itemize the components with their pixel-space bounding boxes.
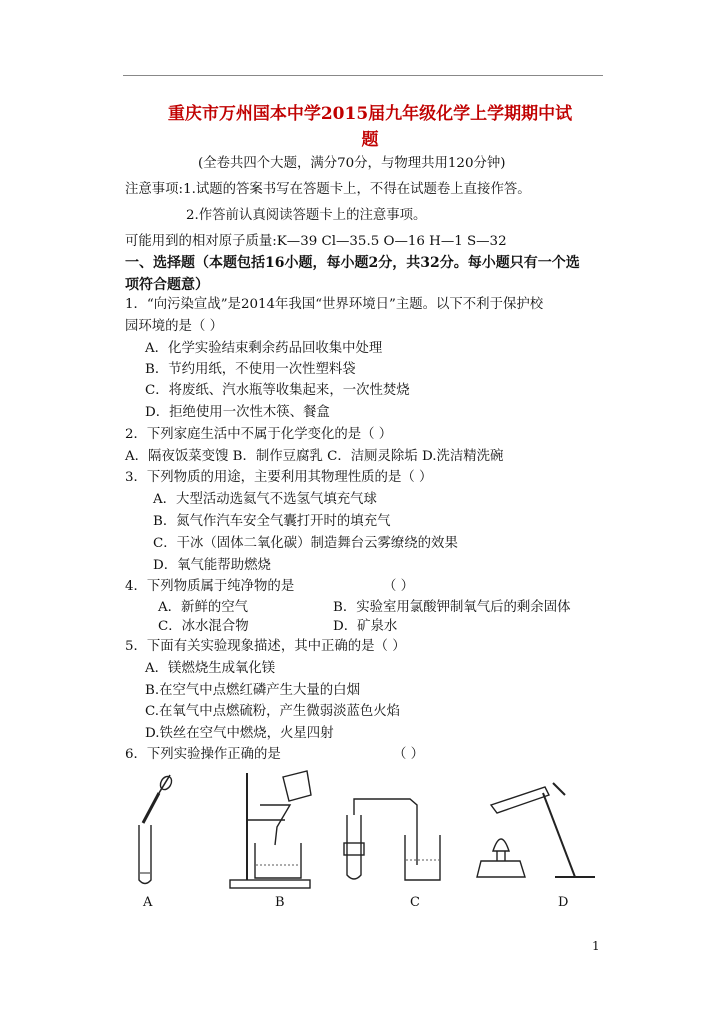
subtitle: (全卷共四个大题，满分70分，与物理共用120分钟) (198, 156, 506, 171)
figure-d-heating-tube-lamp (477, 783, 595, 877)
question-1-stem-line-2: 园环境的是（ ） (125, 319, 223, 334)
question-3-stem: 3．下列物质的用途，主要利用其物理性质的是（ ） (125, 470, 433, 485)
question-1-option-a: A．化学实验结束剩余药品回收集中处理 (145, 341, 383, 356)
figure-label-a: A (143, 895, 153, 910)
question-4-option-d: D．矿泉水 (333, 619, 398, 634)
question-5-stem: 5．下面有关实验现象描述，其中正确的是（ ） (125, 639, 406, 654)
figure-label-c: C (410, 895, 420, 910)
title-line-1: 重庆市万州国本中学2015届九年级化学上学期期中试 (167, 104, 573, 124)
question-6-answer-paren: （ ） (393, 747, 425, 762)
question-2-stem: 2．下列家庭生活中不属于化学变化的是（ ） (125, 427, 393, 442)
question-4-option-a: A．新鲜的空气 (158, 600, 249, 615)
question-3-option-b: B．氮气作汽车安全气囊打开时的填充气 (153, 514, 391, 529)
question-1-option-d: D．拒绝使用一次性木筷、餐盒 (145, 405, 330, 420)
question-5-option-b: B.在空气中点燃红磷产生大量的白烟 (145, 683, 360, 698)
question-4-stem: 4．下列物质属于纯净物的是 (125, 579, 295, 594)
title-line-2: 题 (361, 130, 379, 150)
question-5-option-c: C.在氧气中点燃硫粉，产生微弱淡蓝色火焰 (145, 704, 401, 719)
section-1-heading-line-2: 项符合题意） (125, 277, 209, 293)
question-1-option-b: B．节约用纸，不使用一次性塑料袋 (145, 362, 356, 377)
figure-c-gas-delivery-beaker (344, 799, 440, 880)
question-1-stem-line-1: 1．“向污染宣战”是2014年我国“世界环境日”主题。以下不利于保护校 (125, 297, 544, 312)
question-3-option-d: D．氧气能帮助燃烧 (153, 558, 271, 573)
question-5-option-d: D.铁丝在空气中燃烧，火星四射 (145, 726, 334, 741)
notice-1: 注意事项:1.试题的答案书写在答题卡上，不得在试题卷上直接作答。 (125, 182, 531, 197)
figure-a-dropper-test-tube (139, 774, 174, 883)
question-1-option-c: C．将废纸、汽水瓶等收集起来，一次性焚烧 (145, 383, 410, 398)
question-3-option-a: A．大型活动选氦气不选氢气填充气球 (153, 492, 377, 507)
atomic-mass-line: 可能用到的相对原子质量:K—39 Cl—35.5 O—16 H—1 S—32 (125, 234, 507, 249)
question-4-answer-paren: （ ） (383, 579, 415, 594)
figure-b-filtration-stand (230, 771, 311, 888)
question-4-option-b: B．实验室用氯酸钾制氧气后的剩余固体 (333, 600, 571, 615)
figure-label-d: D (558, 895, 569, 910)
question-4-option-c: C．冰水混合物 (158, 619, 249, 634)
question-6-stem: 6．下列实验操作正确的是 (125, 747, 281, 762)
question-3-option-c: C．干冰（固体二氧化碳）制造舞台云雾缭绕的效果 (153, 536, 458, 551)
notice-2: 2.作答前认真阅读答题卡上的注意事项。 (186, 208, 427, 223)
page-number: 1 (592, 939, 600, 953)
figure-label-b: B (275, 895, 285, 910)
section-1-heading-line-1: 一、选择题（本题包括16小题，每小题2分，共32分。每小题只有一个选 (125, 255, 580, 271)
question-2-options: A．隔夜饭菜变馊 B．制作豆腐乳 C．洁厕灵除垢 D.洗洁精洗碗 (125, 449, 504, 464)
header-rule (123, 75, 603, 76)
lab-apparatus-figure (125, 765, 595, 895)
question-5-option-a: A．镁燃烧生成氧化镁 (145, 661, 276, 676)
page-title (120, 101, 620, 153)
